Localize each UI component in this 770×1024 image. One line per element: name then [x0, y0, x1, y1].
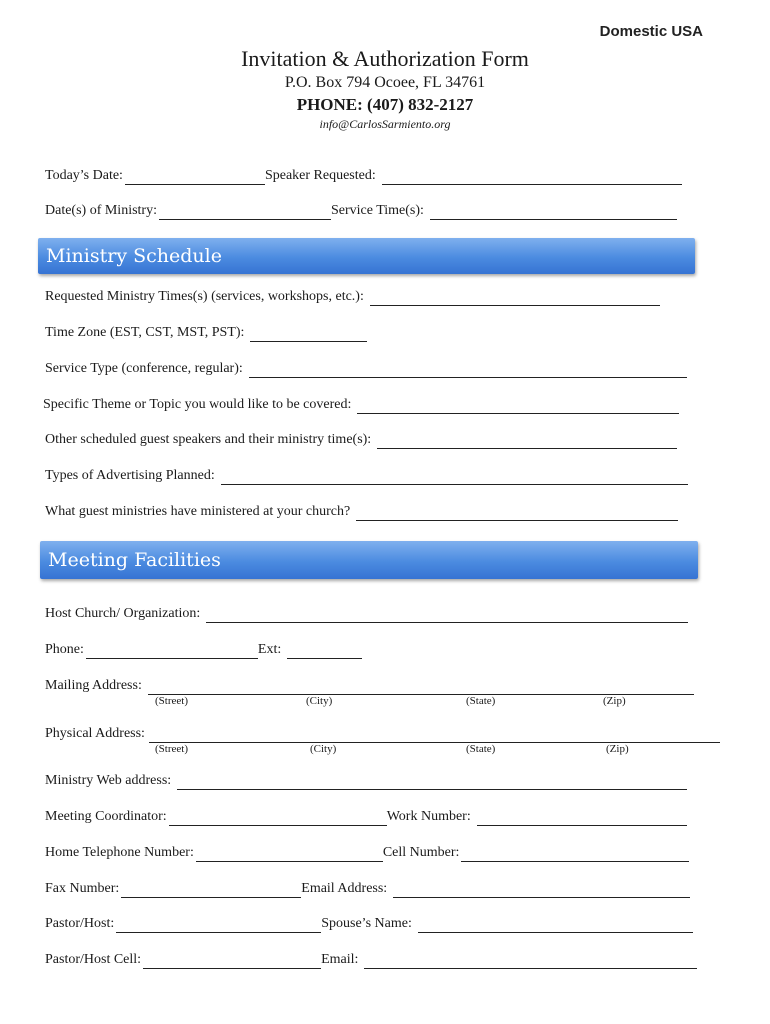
guest-ministries-label: What guest ministries have ministered at your church? — [45, 504, 351, 519]
theme-row — [43, 396, 679, 414]
guest-ministries-field[interactable] — [356, 506, 678, 521]
mailing-address-label: Mailing Address: — [45, 678, 142, 693]
cell-number-label: Cell Number: — [382, 845, 460, 860]
mailing-zip-caption: (Zip) — [603, 695, 626, 707]
host-church-label: Host Church/ Organization: — [45, 606, 201, 621]
spouse-name-label: Spouse’s Name: — [321, 916, 412, 931]
other-speakers-row — [45, 431, 677, 449]
home-phone-field[interactable] — [196, 847, 383, 862]
work-number-label: Work Number: — [386, 809, 471, 824]
mailing-state-caption: (State) — [466, 695, 496, 707]
work-number-field[interactable] — [477, 811, 687, 826]
other-speakers-field[interactable] — [377, 434, 677, 449]
host-church-row — [45, 605, 688, 623]
todays-date-field[interactable] — [125, 170, 265, 185]
fax-row — [45, 880, 690, 898]
requested-times-label: Requested Ministry Times(s) (services, workshops, etc.): — [45, 289, 364, 304]
email-address-label: Email Address: — [301, 881, 388, 896]
speaker-requested-field[interactable] — [382, 170, 682, 185]
todays-date-label: Today’s Date: — [45, 168, 123, 183]
host-church-field[interactable] — [206, 608, 688, 623]
facility-phone-field[interactable] — [86, 644, 258, 659]
advertising-field[interactable] — [221, 470, 688, 485]
physical-address-label: Physical Address: — [45, 726, 145, 741]
other-speakers-label: Other scheduled guest speakers and their ministry time(s): — [45, 432, 372, 447]
form-title: Invitation & Authorization Form — [241, 46, 529, 71]
pastor-email-field[interactable] — [364, 954, 697, 969]
physical-state-caption: (State) — [466, 743, 496, 755]
mailing-street-caption: (Street) — [155, 695, 188, 707]
physical-zip-caption: (Zip) — [606, 743, 629, 755]
phone-header: PHONE: (407) 832-2127 — [296, 95, 474, 114]
service-type-row — [45, 360, 687, 378]
speaker-requested-label: Speaker Requested: — [264, 168, 376, 183]
advertising-label: Types of Advertising Planned: — [45, 468, 215, 483]
web-address-row — [45, 772, 687, 790]
pastor-cell-row — [45, 951, 697, 969]
dates-of-ministry-label: Date(s) of Ministry: — [45, 203, 157, 218]
coordinator-label: Meeting Coordinator: — [45, 809, 167, 824]
advertising-row — [45, 467, 688, 485]
coordinator-field[interactable] — [169, 811, 387, 826]
dates-of-ministry-row — [45, 202, 677, 220]
theme-field[interactable] — [357, 399, 679, 414]
pastor-host-field[interactable] — [116, 918, 321, 933]
web-address-field[interactable] — [177, 775, 687, 790]
home-phone-row — [45, 844, 689, 862]
meeting-facilities-banner: Meeting Facilities — [40, 541, 698, 579]
time-zone-row — [45, 324, 367, 342]
dates-of-ministry-field[interactable] — [159, 205, 331, 220]
mailing-address-field[interactable] — [148, 680, 694, 695]
pastor-host-label: Pastor/Host: — [45, 916, 115, 931]
facility-phone-label: Phone: — [45, 642, 84, 657]
pastor-host-row — [45, 915, 693, 933]
fax-label: Fax Number: — [45, 881, 120, 896]
todays-date-row — [45, 167, 682, 185]
email-address-field[interactable] — [393, 883, 690, 898]
guest-ministries-row — [45, 503, 678, 521]
spouse-name-field[interactable] — [418, 918, 693, 933]
service-times-field[interactable] — [430, 205, 677, 220]
ext-field[interactable] — [287, 644, 362, 659]
home-phone-label: Home Telephone Number: — [45, 845, 194, 860]
web-address-label: Ministry Web address: — [45, 773, 172, 788]
physical-city-caption: (City) — [310, 743, 337, 755]
facility-phone-row — [45, 641, 362, 659]
email-header: info@CarlosSarmiento.org — [319, 117, 451, 131]
physical-street-caption: (Street) — [155, 743, 188, 755]
time-zone-field[interactable] — [250, 327, 367, 342]
pastor-email-label: Email: — [321, 952, 359, 967]
mailing-address-header: P.O. Box 794 Ocoee, FL 34761 — [284, 74, 486, 91]
ministry-schedule-banner: Ministry Schedule — [38, 238, 695, 274]
service-type-field[interactable] — [249, 363, 687, 378]
region-tag: Domestic USA — [599, 23, 703, 40]
cell-number-field[interactable] — [461, 847, 689, 862]
pastor-cell-field[interactable] — [143, 954, 321, 969]
theme-label: Specific Theme or Topic you would like to be covered: — [43, 397, 352, 412]
physical-address-field[interactable] — [149, 728, 720, 743]
ext-label: Ext: — [257, 642, 282, 657]
physical-address-row — [45, 725, 720, 743]
mailing-address-row — [45, 677, 694, 695]
coordinator-row — [45, 808, 687, 826]
fax-field[interactable] — [121, 883, 301, 898]
requested-times-row — [45, 288, 660, 306]
pastor-cell-label: Pastor/Host Cell: — [45, 952, 142, 967]
mailing-city-caption: (City) — [306, 695, 333, 707]
time-zone-label: Time Zone (EST, CST, MST, PST): — [45, 325, 245, 340]
service-type-label: Service Type (conference, regular): — [45, 361, 243, 376]
service-times-label: Service Time(s): — [330, 203, 424, 218]
requested-times-field[interactable] — [370, 291, 660, 306]
